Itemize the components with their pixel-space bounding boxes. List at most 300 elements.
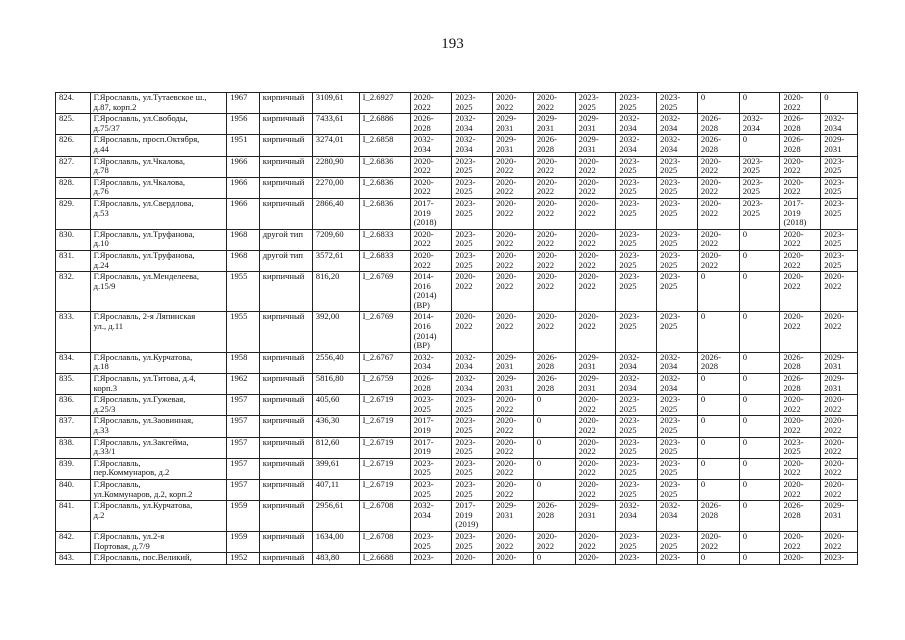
table-cell: 1957 — [227, 479, 260, 500]
table-cell: 2026- 2028 — [780, 374, 821, 395]
table-cell: 2020- 2022 — [780, 250, 821, 271]
table-cell: 2020- 2022 — [493, 93, 534, 114]
table-cell: 2020- 2022 — [780, 177, 821, 198]
page-number: 193 — [441, 36, 464, 52]
table-cell: кирпичный — [259, 352, 312, 373]
housing-repair-table — [55, 92, 858, 565]
table-cell: 2020- 2022 — [821, 437, 858, 458]
table-cell: 2029- 2031 — [575, 352, 616, 373]
table-cell: 3274,01 — [312, 135, 359, 156]
table-cell: 2020- 2022 — [575, 177, 616, 198]
row-number-cell: 828. — [56, 177, 91, 198]
table-cell: 2020- 2022 — [780, 531, 821, 552]
table-cell: 2023- 2025 — [657, 272, 698, 312]
table-cell: 2020- 2022 — [780, 416, 821, 437]
table-cell: 7433,61 — [312, 114, 359, 135]
address-cell: Г.Ярославль, ул.Труфанова, д.10 — [90, 229, 227, 250]
table-cell: 2032- 2034 — [452, 374, 493, 395]
address-cell: Г.Ярославль, ул.Свердлова, д.53 — [90, 198, 227, 229]
table-cell: 483,80 — [312, 553, 359, 565]
table-cell: 1951 — [227, 135, 260, 156]
table-cell: 1957 — [227, 458, 260, 479]
table-cell: 2023- 2025 — [452, 458, 493, 479]
table-cell: кирпичный — [259, 93, 312, 114]
table-cell: 2020- 2022 — [493, 395, 534, 416]
table-row — [56, 229, 858, 250]
table-cell: 1966 — [227, 156, 260, 177]
table-cell: 2023- 2025 — [616, 479, 657, 500]
address-cell: Г.Ярославль, ул.Коммунаров, д.2, корп.2 — [90, 479, 227, 500]
table-cell: 2023- 2025 — [821, 177, 858, 198]
table-cell: 2020- 2022 — [575, 156, 616, 177]
row-number-cell: 840. — [56, 479, 91, 500]
table-row — [56, 135, 858, 156]
table-cell: кирпичный — [259, 312, 312, 352]
table-cell: 0 — [739, 553, 780, 565]
table-cell: I_2.6836 — [359, 198, 410, 229]
table-cell: 2023- 2025 — [616, 416, 657, 437]
table-cell: 2023- 2025 — [616, 312, 657, 352]
table-cell: 2032- 2034 — [616, 135, 657, 156]
table-cell: 0 — [697, 437, 739, 458]
table-cell: кирпичный — [259, 395, 312, 416]
table-cell: 2020- 2022 — [493, 479, 534, 500]
address-cell: Г.Ярославль, ул.Свободы, д.75/37 — [90, 114, 227, 135]
table-cell: 2032- 2034 — [410, 135, 452, 156]
table-cell: 2023- 2025 — [616, 156, 657, 177]
table-cell: 0 — [739, 312, 780, 352]
table-cell: 2023- 2025 — [616, 437, 657, 458]
row-number-cell: 826. — [56, 135, 91, 156]
table-cell: 5816,80 — [312, 374, 359, 395]
table-cell: 2023- 2025 — [821, 229, 858, 250]
table-cell: 0 — [533, 553, 575, 565]
table-cell: 2020- 2022 — [575, 395, 616, 416]
table-cell: 2029- 2031 — [821, 352, 858, 373]
table-cell: 1966 — [227, 198, 260, 229]
table-cell: 1957 — [227, 437, 260, 458]
table-cell: 2023- 2025 — [575, 93, 616, 114]
table-cell: 2023- 2025 — [657, 479, 698, 500]
table-cell: 2020- 2022 — [493, 156, 534, 177]
table-cell: 2026- 2028 — [697, 501, 739, 532]
table-cell: 2032- 2034 — [821, 114, 858, 135]
table-cell: 2029- 2031 — [821, 135, 858, 156]
table-cell: 0 — [739, 437, 780, 458]
row-number-cell: 834. — [56, 352, 91, 373]
table-cell: 1955 — [227, 272, 260, 312]
table-cell: 2023- 2025 — [452, 93, 493, 114]
table-cell: 2020- 2022 — [533, 93, 575, 114]
table-cell: 2023- 2025 — [657, 531, 698, 552]
table-cell: 2029- 2031 — [493, 501, 534, 532]
table-cell: 436,30 — [312, 416, 359, 437]
address-cell: Г.Ярославль, ул.Закгейма, д.33/1 — [90, 437, 227, 458]
table-cell: 2556,40 — [312, 352, 359, 373]
table-cell: 2020- 2022 — [575, 416, 616, 437]
table-cell: 2032- 2034 — [616, 501, 657, 532]
table-cell: 2023- 2025 — [821, 198, 858, 229]
table-row — [56, 352, 858, 373]
table-row — [56, 437, 858, 458]
table-cell: 2023- 2025 — [616, 531, 657, 552]
table-cell: 2020- 2022 — [410, 250, 452, 271]
table-cell: кирпичный — [259, 501, 312, 532]
table-cell: 2020- 2022 — [452, 312, 493, 352]
table-cell: 2032- 2034 — [616, 374, 657, 395]
table-cell: 2020- 2022 — [821, 458, 858, 479]
table-cell: 2020- 2022 — [821, 312, 858, 352]
table-row — [56, 177, 858, 198]
table-cell: 0 — [533, 458, 575, 479]
table-cell: 0 — [739, 416, 780, 437]
table-cell: 2023- — [657, 553, 698, 565]
table-cell: 2020- 2022 — [821, 395, 858, 416]
table-cell: 2020- 2022 — [575, 437, 616, 458]
table-cell: другой тип — [259, 229, 312, 250]
table-cell: 1952 — [227, 553, 260, 565]
table-cell: 2023- 2025 — [616, 250, 657, 271]
table-cell: 0 — [739, 501, 780, 532]
table-cell: 2023- 2025 — [452, 395, 493, 416]
table-cell: 1959 — [227, 501, 260, 532]
table-cell: 2023- — [410, 553, 452, 565]
table-cell: 2017- 2019 — [410, 416, 452, 437]
table-cell: 2020- 2022 — [493, 437, 534, 458]
table-cell: 0 — [739, 531, 780, 552]
table-cell: 2026- 2028 — [780, 114, 821, 135]
row-number-cell: 836. — [56, 395, 91, 416]
table-cell: 2032- 2034 — [739, 114, 780, 135]
table-cell: 2023- 2025 — [657, 312, 698, 352]
table-cell: 0 — [533, 437, 575, 458]
table-cell: 2020- 2022 — [493, 272, 534, 312]
address-cell: Г.Ярославль, ул.Тутаевское ш., д.87, корп.2 — [90, 93, 227, 114]
row-number-cell: 830. — [56, 229, 91, 250]
table-row — [56, 198, 858, 229]
table-cell: другой тип — [259, 250, 312, 271]
row-number-cell: 841. — [56, 501, 91, 532]
table-cell: кирпичный — [259, 416, 312, 437]
address-cell: Г.Ярославль, ул.Курчатова, д.2 — [90, 501, 227, 532]
table-cell: 2020- 2022 — [533, 531, 575, 552]
table-cell: I_2.6719 — [359, 437, 410, 458]
table-cell: 2020- 2022 — [780, 479, 821, 500]
table-cell: 2020- 2022 — [533, 272, 575, 312]
table-cell: 2023- 2025 — [657, 198, 698, 229]
address-cell: Г.Ярославль, пер.Коммунаров, д.2 — [90, 458, 227, 479]
table-cell: 2020- 2022 — [821, 531, 858, 552]
table-cell: 2029- 2031 — [821, 501, 858, 532]
table-cell: 0 — [697, 553, 739, 565]
table-cell: 2020- 2022 — [410, 177, 452, 198]
table-row — [56, 374, 858, 395]
table-row — [56, 395, 858, 416]
row-number-cell: 833. — [56, 312, 91, 352]
table-cell: 0 — [533, 479, 575, 500]
table-cell: 2023- 2025 — [739, 177, 780, 198]
table-cell: 2023- 2025 — [452, 479, 493, 500]
table-cell: 2023- 2025 — [452, 156, 493, 177]
table-cell: 2020- 2022 — [575, 312, 616, 352]
table-cell: 2020- 2022 — [821, 272, 858, 312]
table-cell: 0 — [697, 374, 739, 395]
table-cell: кирпичный — [259, 437, 312, 458]
table-cell: 0 — [697, 93, 739, 114]
address-cell: Г.Ярославль, ул.Чкалова, д.76 — [90, 177, 227, 198]
address-cell: Г.Ярославль, ул.Курчатова, д.18 — [90, 352, 227, 373]
table-cell: 2029- 2031 — [575, 501, 616, 532]
row-number-cell: 843. — [56, 553, 91, 565]
table-cell: 2020- 2022 — [780, 93, 821, 114]
table-cell: 2026- 2028 — [410, 374, 452, 395]
table-cell: 2023- 2025 — [410, 479, 452, 500]
table-cell: 2020- 2022 — [493, 458, 534, 479]
table-cell: 0 — [739, 479, 780, 500]
table-cell: 2020- 2022 — [697, 156, 739, 177]
table-cell: 2020- 2022 — [493, 416, 534, 437]
table-cell: 2032- 2034 — [410, 352, 452, 373]
table-row — [56, 114, 858, 135]
table-cell: 3572,61 — [312, 250, 359, 271]
table-cell: 2020- 2022 — [575, 229, 616, 250]
table-cell: 2032- 2034 — [657, 114, 698, 135]
table-cell: 2023- — [821, 553, 858, 565]
table-row — [56, 479, 858, 500]
table-cell: 2032- 2034 — [657, 501, 698, 532]
table-cell: 2023- 2025 — [657, 416, 698, 437]
table-cell: 2020- 2022 — [780, 458, 821, 479]
table-cell: 2023- 2025 — [616, 177, 657, 198]
table-cell: 2023- 2025 — [616, 229, 657, 250]
table-cell: 2032- 2034 — [657, 352, 698, 373]
table-cell: 2020- 2022 — [780, 272, 821, 312]
table-cell: 2956,61 — [312, 501, 359, 532]
table-cell: 2020- 2022 — [697, 250, 739, 271]
table-cell: 0 — [697, 416, 739, 437]
row-number-cell: 827. — [56, 156, 91, 177]
table-cell: 2026- 2028 — [780, 135, 821, 156]
table-cell: 2026- 2028 — [410, 114, 452, 135]
table-cell: 2023- 2025 — [821, 250, 858, 271]
table-cell: 2020- 2022 — [410, 229, 452, 250]
table-cell: 0 — [739, 135, 780, 156]
table-cell: I_2.6767 — [359, 352, 410, 373]
table-cell: 2020- 2022 — [493, 250, 534, 271]
table-cell: 2020- 2022 — [575, 458, 616, 479]
table-cell: 0 — [739, 352, 780, 373]
table-cell: 2020- 2022 — [493, 198, 534, 229]
address-cell: Г.Ярославль, ул.Менделеева, д.15/9 — [90, 272, 227, 312]
table-row — [56, 93, 858, 114]
table-cell: 2020- — [452, 553, 493, 565]
table-cell: 2023- 2025 — [657, 395, 698, 416]
table-cell: 812,60 — [312, 437, 359, 458]
address-cell: Г.Ярославль, 2-я Ляпинская ул., д.11 — [90, 312, 227, 352]
table-cell: 2023- — [616, 553, 657, 565]
table-cell: I_2.6833 — [359, 229, 410, 250]
table-cell: 1967 — [227, 93, 260, 114]
table-cell: 2029- 2031 — [575, 135, 616, 156]
table-cell: 2017- 2019 (2019) — [452, 501, 493, 532]
table-container — [55, 92, 858, 640]
table-row — [56, 312, 858, 352]
table-cell: I_2.6836 — [359, 156, 410, 177]
table-cell: 392,00 — [312, 312, 359, 352]
table-cell: 2020- — [493, 553, 534, 565]
address-cell: Г.Ярославль, ул.Заовинная, д.33 — [90, 416, 227, 437]
table-cell: 2023- 2025 — [780, 437, 821, 458]
table-cell: 2020- 2022 — [575, 272, 616, 312]
table-cell: I_2.6719 — [359, 416, 410, 437]
table-cell: 3109,61 — [312, 93, 359, 114]
table-row — [56, 416, 858, 437]
table-cell: 816,20 — [312, 272, 359, 312]
table-cell: I_2.6719 — [359, 458, 410, 479]
table-cell: I_2.6708 — [359, 501, 410, 532]
table-cell: 1962 — [227, 374, 260, 395]
table-cell: 2020- 2022 — [575, 198, 616, 229]
table-cell: 2866,40 — [312, 198, 359, 229]
table-cell: I_2.6688 — [359, 553, 410, 565]
table-cell: 2023- 2025 — [657, 229, 698, 250]
table-cell: 2026- 2028 — [697, 135, 739, 156]
table-cell: 2023- 2025 — [657, 93, 698, 114]
table-cell: 0 — [533, 416, 575, 437]
table-row — [56, 250, 858, 271]
address-cell: Г.Ярославль, пос.Великий, — [90, 553, 227, 565]
row-number-cell: 831. — [56, 250, 91, 271]
table-cell: 2026- 2028 — [533, 135, 575, 156]
table-cell: 2023- 2025 — [410, 531, 452, 552]
address-cell: Г.Ярославль, ул.Титова, д.4, корп.3 — [90, 374, 227, 395]
table-cell: 405,60 — [312, 395, 359, 416]
table-cell: 2032- 2034 — [452, 114, 493, 135]
row-number-cell: 825. — [56, 114, 91, 135]
table-cell: 2020- — [575, 553, 616, 565]
table-cell: 2026- 2028 — [780, 501, 821, 532]
table-cell: 1956 — [227, 114, 260, 135]
table-cell: 2032- 2034 — [657, 374, 698, 395]
row-number-cell: 829. — [56, 198, 91, 229]
table-cell: 2020- 2022 — [452, 272, 493, 312]
table-cell: 1957 — [227, 395, 260, 416]
table-cell: 2029- 2031 — [575, 114, 616, 135]
table-cell: I_2.6836 — [359, 177, 410, 198]
table-cell: 0 — [739, 229, 780, 250]
table-cell: кирпичный — [259, 114, 312, 135]
table-cell: 2032- 2034 — [452, 135, 493, 156]
table-cell: 2029- 2031 — [493, 374, 534, 395]
table-cell: кирпичный — [259, 458, 312, 479]
table-cell: 2017- 2019 (2018) — [410, 198, 452, 229]
table-row — [56, 458, 858, 479]
table-cell: 0 — [739, 458, 780, 479]
table-cell: 2023- 2025 — [739, 156, 780, 177]
table-cell: 2023- 2025 — [452, 198, 493, 229]
table-cell: кирпичный — [259, 177, 312, 198]
table-cell: 2020- 2022 — [575, 531, 616, 552]
table-cell: 399,61 — [312, 458, 359, 479]
table-cell: 2032- 2034 — [657, 135, 698, 156]
table-cell: 2020- 2022 — [533, 250, 575, 271]
table-cell: кирпичный — [259, 135, 312, 156]
table-cell: кирпичный — [259, 553, 312, 565]
table-cell: 2020- 2022 — [697, 531, 739, 552]
table-cell: 2020- 2022 — [410, 93, 452, 114]
table-cell: 2023- 2025 — [452, 250, 493, 271]
row-number-cell: 839. — [56, 458, 91, 479]
table-cell: 0 — [697, 272, 739, 312]
table-cell: 0 — [697, 458, 739, 479]
table-cell: I_2.6719 — [359, 479, 410, 500]
address-cell: Г.Ярославль, ул.Гужевая, д.25/3 — [90, 395, 227, 416]
table-cell: 2023- 2025 — [452, 177, 493, 198]
table-cell: 2020- — [780, 553, 821, 565]
table-cell: I_2.6927 — [359, 93, 410, 114]
table-cell: 1968 — [227, 250, 260, 271]
table-cell: 407,11 — [312, 479, 359, 500]
table-cell: 0 — [739, 93, 780, 114]
table-cell: 2020- 2022 — [697, 198, 739, 229]
table-cell: 1957 — [227, 416, 260, 437]
table-cell: 2023- 2025 — [821, 156, 858, 177]
row-number-cell: 837. — [56, 416, 91, 437]
table-cell: 1968 — [227, 229, 260, 250]
table-cell: 2020- 2022 — [780, 395, 821, 416]
table-cell: 2023- 2025 — [452, 229, 493, 250]
table-cell: 2020- 2022 — [493, 229, 534, 250]
table-cell: 2020- 2022 — [780, 156, 821, 177]
table-cell: 0 — [739, 272, 780, 312]
table-cell: 0 — [821, 93, 858, 114]
table-cell: 2020- 2022 — [533, 312, 575, 352]
row-number-cell: 838. — [56, 437, 91, 458]
table-cell: 2023- 2025 — [616, 93, 657, 114]
table-cell: 0 — [533, 395, 575, 416]
table-cell: кирпичный — [259, 374, 312, 395]
table-cell: 2020- 2022 — [533, 156, 575, 177]
table-cell: 2020- 2022 — [533, 229, 575, 250]
table-cell: 0 — [739, 395, 780, 416]
table-cell: 2023- 2025 — [452, 531, 493, 552]
table-cell: 2026- 2028 — [533, 352, 575, 373]
address-cell: Г.Ярославль, просп.Октября, д.44 — [90, 135, 227, 156]
table-cell: 2014- 2016 (2014) (ВР) — [410, 272, 452, 312]
table-cell: 2020- 2022 — [493, 312, 534, 352]
table-cell: 2032- 2034 — [616, 352, 657, 373]
table-cell: 2020- 2022 — [575, 479, 616, 500]
table-cell: 2020- 2022 — [697, 229, 739, 250]
table-cell: 1955 — [227, 312, 260, 352]
table-cell: 2023- 2025 — [657, 250, 698, 271]
table-cell: 2020- 2022 — [575, 250, 616, 271]
table-cell: 2029- 2031 — [493, 352, 534, 373]
table-cell: 2029- 2031 — [533, 114, 575, 135]
address-cell: Г.Ярославль, ул.Труфанова, д.24 — [90, 250, 227, 271]
table-cell: кирпичный — [259, 479, 312, 500]
table-cell: 2023- 2025 — [452, 416, 493, 437]
table-cell: 0 — [697, 479, 739, 500]
table-cell: I_2.6759 — [359, 374, 410, 395]
table-cell: I_2.6833 — [359, 250, 410, 271]
table-cell: 2023- 2025 — [410, 458, 452, 479]
table-cell: 2032- 2034 — [452, 352, 493, 373]
table-row — [56, 272, 858, 312]
table-cell: 2026- 2028 — [533, 501, 575, 532]
table-cell: 2029- 2031 — [575, 374, 616, 395]
table-cell: 2020- 2022 — [821, 479, 858, 500]
